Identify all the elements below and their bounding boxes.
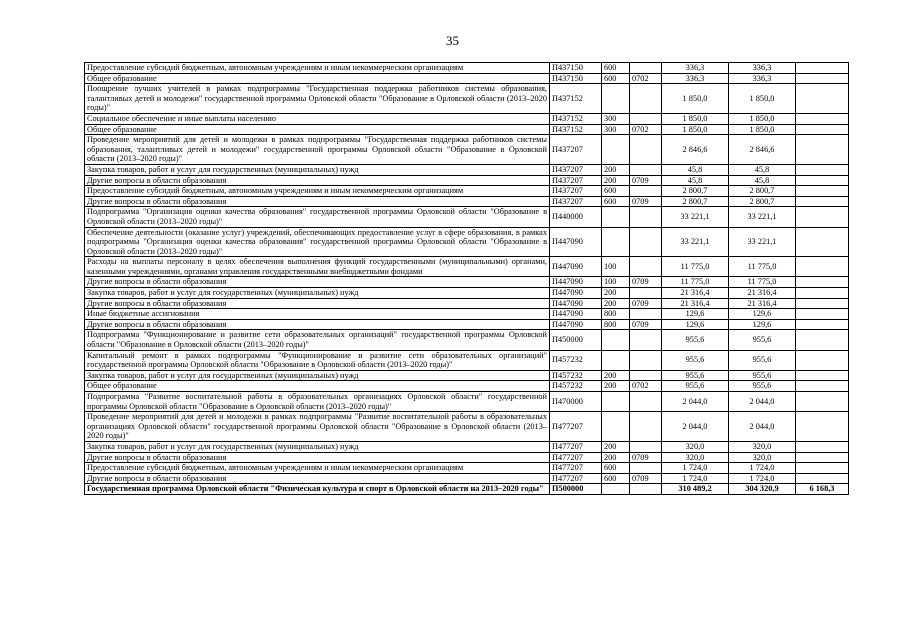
row-amount-regional-cell: 955,6 [729,350,796,370]
row-code-cell: П470000 [550,392,602,412]
row-amount-total-cell: 336,3 [662,63,729,74]
row-amount-total-cell: 955,6 [662,350,729,370]
table-row [85,463,849,474]
row-kvr-cell: 600 [602,73,630,84]
row-amount-regional-cell: 955,6 [729,381,796,392]
row-name-cell: Проведение мероприятий для детей и молодежи в рамках подпрограммы "Государственная поддержка работников системы образования, талантливых детей и молодежи" государственной программы Орловской области "Образование в Орловской области (2013–2020 годы)" [85,135,550,165]
row-code-cell: П450000 [550,330,602,350]
row-amount-federal-cell [796,113,849,124]
row-kvr-cell: 800 [602,319,630,330]
page-number: 35 [446,33,459,48]
row-amount-federal-cell [796,381,849,392]
row-code-cell: П437152 [550,84,602,114]
row-section-cell [630,309,662,320]
table-row [85,135,849,165]
row-section-cell [630,207,662,227]
row-amount-regional-cell: 2 846,6 [729,135,796,165]
row-name-cell: Предоставление субсидий бюджетным, автономным учреждениям и иным некоммерческим организациям [85,186,550,197]
row-amount-federal-cell [796,186,849,197]
row-section-cell: 0709 [630,196,662,207]
row-amount-regional-cell: 11 775,0 [729,277,796,288]
row-section-cell [630,186,662,197]
row-code-cell: П437207 [550,196,602,207]
table-row [85,175,849,186]
table-row [85,113,849,124]
row-kvr-cell: 300 [602,113,630,124]
row-amount-federal-cell [796,412,849,442]
row-name-cell: Поощрение лучших учителей в рамках подпрограммы "Государственная поддержка работников системы образования, талантливых детей и молодежи" государственной программы Орловской области "Образование в Орловской области (2013–2020 годы)" [85,84,550,114]
row-name-cell: Закупка товаров, работ и услуг для государственных (муниципальных) нужд [85,288,550,299]
row-amount-regional-cell: 11 775,0 [729,257,796,277]
table-row [85,84,849,114]
row-amount-regional-cell: 21 316,4 [729,288,796,299]
row-name-cell: Государственная программа Орловской области "Физическая культура и спорт в Орловской области на 2013–2020 годы" [85,484,550,495]
row-kvr-cell: 200 [602,452,630,463]
row-amount-regional-cell: 1 850,0 [729,84,796,114]
row-amount-total-cell: 1 850,0 [662,124,729,135]
row-amount-federal-cell [796,277,849,288]
row-amount-total-cell: 45,8 [662,164,729,175]
row-amount-regional-cell: 955,6 [729,330,796,350]
row-amount-federal-cell [796,124,849,135]
table-row [85,473,849,484]
row-section-cell [630,330,662,350]
row-amount-total-cell: 955,6 [662,381,729,392]
row-amount-total-cell: 2 800,7 [662,186,729,197]
row-amount-federal-cell [796,392,849,412]
row-amount-regional-cell: 2 044,0 [729,392,796,412]
row-code-cell: П437152 [550,113,602,124]
row-kvr-cell: 200 [602,288,630,299]
row-amount-federal-cell [796,288,849,299]
row-kvr-cell: 600 [602,186,630,197]
row-section-cell: 0709 [630,473,662,484]
row-amount-total-cell: 45,8 [662,175,729,186]
row-code-cell: П447090 [550,227,602,257]
table-row [85,392,849,412]
row-name-cell: Другие вопросы в области образования [85,298,550,309]
row-amount-total-cell: 336,3 [662,73,729,84]
row-amount-federal-cell [796,463,849,474]
row-name-cell: Общее образование [85,73,550,84]
row-amount-regional-cell: 1 850,0 [729,124,796,135]
row-amount-federal-cell [796,227,849,257]
row-section-cell: 0702 [630,73,662,84]
row-amount-total-cell: 2 044,0 [662,412,729,442]
table-row [85,164,849,175]
row-code-cell: П457232 [550,381,602,392]
table-row [85,350,849,370]
row-kvr-cell: 600 [602,196,630,207]
row-kvr-cell: 200 [602,164,630,175]
table-row [85,63,849,74]
row-amount-regional-cell: 45,8 [729,164,796,175]
row-section-cell [630,288,662,299]
row-section-cell [630,257,662,277]
row-section-cell [630,227,662,257]
row-kvr-cell [602,412,630,442]
row-name-cell: Другие вопросы в области образования [85,196,550,207]
table-row [85,207,849,227]
row-kvr-cell [602,392,630,412]
row-amount-federal-cell [796,84,849,114]
row-code-cell: П437207 [550,175,602,186]
row-amount-federal-cell [796,207,849,227]
row-kvr-cell: 600 [602,463,630,474]
row-amount-regional-cell: 320,0 [729,441,796,452]
row-kvr-cell [602,330,630,350]
row-amount-federal-cell [796,175,849,186]
row-section-cell [630,392,662,412]
row-kvr-cell: 100 [602,277,630,288]
row-name-cell: Расходы на выплаты персоналу в целях обеспечения выполнения функций государственными (муниципальными) органами, казенными учреждениями, органами управления государственными внебюджетными фондами [85,257,550,277]
row-amount-regional-cell: 21 316,4 [729,298,796,309]
row-name-cell: Другие вопросы в области образования [85,452,550,463]
row-amount-total-cell: 1 850,0 [662,113,729,124]
row-amount-federal-cell [796,257,849,277]
row-name-cell: Закупка товаров, работ и услуг для государственных (муниципальных) нужд [85,441,550,452]
row-kvr-cell: 600 [602,473,630,484]
row-amount-total-cell: 320,0 [662,441,729,452]
row-kvr-cell: 600 [602,63,630,74]
row-name-cell: Подпрограмма "Развитие воспитательной работы в образовательных организациях Орловской области" государственной программы Орловской области "Образование в Орловской области (2013–2020 годы)" [85,392,550,412]
row-amount-federal-cell [796,309,849,320]
row-amount-federal-cell [796,135,849,165]
table-row [85,484,849,495]
row-section-cell: 0709 [630,277,662,288]
row-code-cell: П477207 [550,463,602,474]
row-amount-federal-cell [796,73,849,84]
row-amount-total-cell: 2 800,7 [662,196,729,207]
row-name-cell: Иные бюджетные ассигнования [85,309,550,320]
row-amount-regional-cell: 1 724,0 [729,473,796,484]
row-kvr-cell: 200 [602,381,630,392]
row-section-cell [630,370,662,381]
row-section-cell: 0709 [630,319,662,330]
row-amount-regional-cell: 33 221,1 [729,227,796,257]
row-amount-total-cell: 21 316,4 [662,298,729,309]
row-section-cell: 0709 [630,298,662,309]
row-code-cell: П437150 [550,63,602,74]
row-name-cell: Предоставление субсидий бюджетным, автономным учреждениям и иным некоммерческим организациям [85,463,550,474]
row-name-cell: Другие вопросы в области образования [85,175,550,186]
row-code-cell: П447090 [550,309,602,320]
row-code-cell: П447090 [550,298,602,309]
row-kvr-cell [602,207,630,227]
row-code-cell: П500000 [550,484,602,495]
row-amount-total-cell: 129,6 [662,309,729,320]
row-code-cell: П437150 [550,73,602,84]
table-row [85,124,849,135]
row-kvr-cell [602,84,630,114]
row-amount-federal-cell [796,370,849,381]
row-code-cell: П437207 [550,164,602,175]
row-section-cell: 0702 [630,381,662,392]
row-amount-federal-cell [796,473,849,484]
row-amount-total-cell: 2 846,6 [662,135,729,165]
row-code-cell: П477207 [550,412,602,442]
row-amount-regional-cell: 2 800,7 [729,186,796,197]
row-kvr-cell [602,484,630,495]
table-row [85,277,849,288]
table-row [85,288,849,299]
row-kvr-cell: 100 [602,257,630,277]
row-code-cell: П437207 [550,186,602,197]
table-row [85,73,849,84]
table-row [85,319,849,330]
row-kvr-cell: 200 [602,175,630,186]
row-amount-total-cell: 11 775,0 [662,277,729,288]
row-name-cell: Общее образование [85,381,550,392]
row-amount-regional-cell: 129,6 [729,319,796,330]
row-amount-federal-cell [796,319,849,330]
row-amount-total-cell: 1 724,0 [662,473,729,484]
row-amount-federal-cell [796,452,849,463]
row-kvr-cell: 200 [602,370,630,381]
table-row [85,186,849,197]
row-name-cell: Другие вопросы в области образования [85,473,550,484]
row-kvr-cell: 800 [602,309,630,320]
row-name-cell: Общее образование [85,124,550,135]
table-row [85,309,849,320]
row-code-cell: П447090 [550,277,602,288]
row-amount-total-cell: 2 044,0 [662,392,729,412]
row-code-cell: П440000 [550,207,602,227]
row-section-cell [630,84,662,114]
row-amount-total-cell: 955,6 [662,330,729,350]
row-amount-federal-cell [796,63,849,74]
row-amount-total-cell: 129,6 [662,319,729,330]
table-row [85,227,849,257]
row-amount-federal-cell [796,164,849,175]
row-amount-regional-cell: 1 724,0 [729,463,796,474]
row-section-cell [630,484,662,495]
row-name-cell: Другие вопросы в области образования [85,277,550,288]
row-amount-regional-cell: 336,3 [729,63,796,74]
row-name-cell: Социальное обеспечение и иные выплаты населению [85,113,550,124]
row-amount-regional-cell: 2 800,7 [729,196,796,207]
row-code-cell: П447090 [550,288,602,299]
row-code-cell: П437152 [550,124,602,135]
row-amount-federal-cell [796,196,849,207]
row-section-cell [630,164,662,175]
row-section-cell [630,350,662,370]
row-name-cell: Капитальный ремонт в рамках подпрограммы "Функционирование и развитие сети образовательных организаций" государственной программы Орловской области "Образование в Орловской области (2013–2020 годы)" [85,350,550,370]
row-kvr-cell [602,135,630,165]
row-code-cell: П457232 [550,370,602,381]
row-section-cell: 0709 [630,452,662,463]
row-name-cell: Проведение мероприятий для детей и молодежи в рамках подпрограммы "Развитие воспитательной работы в образовательных организациях Орловской области" государственной программы Орловской области "Образование в Орловской области (2013–2020 годы)" [85,412,550,442]
row-amount-regional-cell: 955,6 [729,370,796,381]
row-amount-total-cell: 11 775,0 [662,257,729,277]
row-amount-federal-cell [796,441,849,452]
row-section-cell [630,441,662,452]
row-section-cell [630,113,662,124]
row-amount-total-cell: 955,6 [662,370,729,381]
row-kvr-cell: 200 [602,441,630,452]
row-section-cell [630,135,662,165]
row-amount-regional-cell: 129,6 [729,309,796,320]
row-name-cell: Подпрограмма "Организация оценки качества образования" государственной программы Орловской области "Образование в Орловской области (2013–2020 годы)" [85,207,550,227]
row-amount-total-cell: 33 221,1 [662,227,729,257]
budget-table-body [85,63,849,495]
row-section-cell [630,63,662,74]
row-kvr-cell [602,227,630,257]
row-amount-regional-cell: 1 850,0 [729,113,796,124]
row-amount-federal-cell [796,350,849,370]
row-code-cell: П447090 [550,319,602,330]
row-amount-total-cell: 1 850,0 [662,84,729,114]
budget-table [84,62,849,495]
row-name-cell: Другие вопросы в области образования [85,319,550,330]
table-row [85,441,849,452]
row-amount-total-cell: 1 724,0 [662,463,729,474]
row-amount-total-cell: 320,0 [662,452,729,463]
row-amount-regional-cell: 336,3 [729,73,796,84]
row-amount-total-cell: 33 221,1 [662,207,729,227]
row-section-cell [630,412,662,442]
row-name-cell: Подпрограмма "Функционирование и развитие сети образовательных организаций" государственной программы Орловской области "Образование в Орловской области (2013–2020 годы)" [85,330,550,350]
row-code-cell: П457232 [550,350,602,370]
row-kvr-cell: 200 [602,298,630,309]
table-row [85,370,849,381]
row-section-cell: 0702 [630,124,662,135]
table-row [85,196,849,207]
row-code-cell: П477207 [550,452,602,463]
row-amount-regional-cell: 304 320,9 [729,484,796,495]
row-section-cell: 0709 [630,175,662,186]
table-row [85,257,849,277]
row-code-cell: П477207 [550,441,602,452]
row-amount-regional-cell: 320,0 [729,452,796,463]
table-row [85,298,849,309]
table-row [85,381,849,392]
row-amount-federal-cell: 6 168,3 [796,484,849,495]
row-amount-total-cell: 21 316,4 [662,288,729,299]
row-amount-federal-cell [796,330,849,350]
row-code-cell: П477207 [550,473,602,484]
row-name-cell: Закупка товаров, работ и услуг для государственных (муниципальных) нужд [85,164,550,175]
table-row [85,452,849,463]
row-name-cell: Предоставление субсидий бюджетным, автономным учреждениям и иным некоммерческим организациям [85,63,550,74]
row-kvr-cell [602,350,630,370]
row-amount-regional-cell: 33 221,1 [729,207,796,227]
row-amount-federal-cell [796,298,849,309]
row-code-cell: П447090 [550,257,602,277]
row-section-cell [630,463,662,474]
table-row [85,330,849,350]
row-code-cell: П437207 [550,135,602,165]
row-amount-regional-cell: 2 044,0 [729,412,796,442]
row-name-cell: Обеспечение деятельности (оказание услуг) учреждений, обеспечивающих предоставление услуг в сфере образования, в рамках подпрограммы "Организация оценки качества образования" государственной программы Орловской области "Образование в Орловской области (2013–2020 годы)" [85,227,550,257]
row-amount-regional-cell: 45,8 [729,175,796,186]
table-row [85,412,849,442]
row-amount-total-cell: 310 489,2 [662,484,729,495]
row-name-cell: Закупка товаров, работ и услуг для государственных (муниципальных) нужд [85,370,550,381]
row-kvr-cell: 300 [602,124,630,135]
